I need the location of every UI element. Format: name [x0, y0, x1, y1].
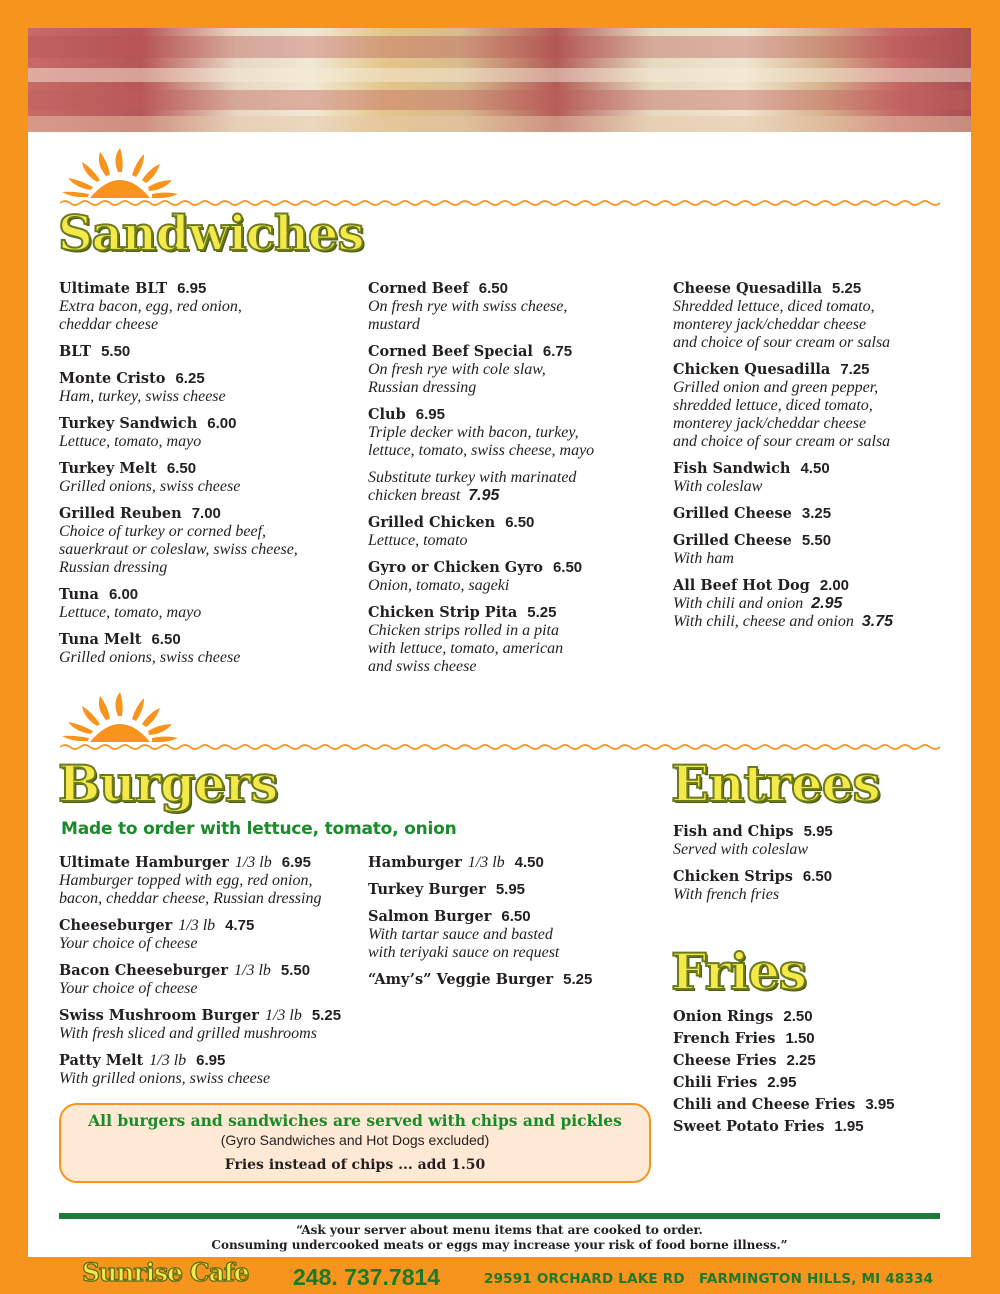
menu-item-price: 3.25	[801, 505, 832, 522]
menu-item-heading	[59, 1007, 364, 1025]
menu-item-description: With tartar sauce and basted	[368, 926, 553, 943]
menu-item-size: 1/3 lb	[234, 854, 272, 871]
disclaimer-line-2: Consuming undercooked meats or eggs may increase your risk of food borne illness.”	[211, 1238, 788, 1252]
menu-item-heading	[59, 917, 364, 935]
menu-item-name: Swiss Mushroom Burger	[59, 1007, 259, 1024]
phone-number: 248. 737.7814	[293, 1264, 441, 1290]
menu-item-heading	[59, 460, 359, 478]
footer	[0, 1258, 1000, 1294]
menu-page	[28, 28, 971, 1257]
menu-item-name: Chicken Quesadilla	[673, 361, 831, 378]
menu-item-description: Triple decker with bacon, turkey,	[368, 424, 579, 441]
menu-item-name: Salmon Burger	[368, 908, 492, 925]
menu-item-name: Ultimate Hamburger	[59, 854, 229, 871]
menu-item-description: sauerkraut or coleslaw, swiss cheese,	[59, 541, 298, 558]
menu-item-name: Tuna Melt	[59, 631, 142, 648]
menu-item	[59, 280, 359, 334]
burgers-title: Burgers	[58, 754, 278, 813]
menu-item-heading	[673, 280, 963, 298]
menu-item	[368, 280, 668, 334]
menu-item-size: 1/3 lb	[264, 1007, 302, 1024]
fries-item-name: Onion Rings	[673, 1008, 774, 1025]
menu-item-description: Your choice of cheese	[59, 935, 198, 952]
menu-item-description: Hamburger topped with egg, red onion,	[59, 872, 313, 889]
menu-item-name: Chicken Strip Pita	[368, 604, 518, 621]
menu-item-name: Corned Beef	[368, 280, 469, 297]
menu-item-name: Club	[368, 406, 406, 423]
menu-item-heading	[368, 604, 668, 622]
sides-note-box	[59, 1103, 651, 1183]
menu-item-heading	[59, 586, 359, 604]
menu-item-description: On fresh rye with cole slaw,	[368, 361, 546, 378]
sandwiches-column-1	[59, 280, 359, 676]
menu-item	[368, 881, 648, 899]
menu-item-name: BLT	[59, 343, 92, 360]
menu-item	[673, 460, 963, 496]
entrees-list	[673, 823, 953, 913]
menu-item-name: Gyro or Chicken Gyro	[368, 559, 543, 576]
fries-item-price: 2.50	[783, 1008, 813, 1025]
note-line-1: All burgers and sandwiches are served with chips and pickles	[88, 1111, 622, 1130]
menu-item	[59, 962, 364, 998]
fries-item	[673, 1008, 953, 1026]
menu-item-heading	[368, 280, 668, 298]
fries-item-price: 1.95	[834, 1118, 864, 1135]
menu-item-name: Cheeseburger	[59, 917, 173, 934]
hotdog-option-text: With chili and onion	[673, 595, 804, 612]
menu-item	[59, 370, 359, 406]
menu-item-description: Russian dressing	[368, 379, 477, 396]
menu-item	[59, 854, 364, 908]
menu-item-price: 5.50	[101, 343, 131, 360]
street-address: 29591 ORCHARD LAKE RD	[484, 1271, 685, 1287]
note-line-2: (Gyro Sandwiches and Hot Dogs excluded)	[220, 1132, 490, 1148]
menu-item	[59, 343, 359, 361]
burgers-column-1	[59, 854, 364, 1097]
menu-item-heading	[673, 868, 953, 886]
menu-item-description: Chicken strips rolled in a pita	[368, 622, 559, 639]
fries-item	[673, 1030, 953, 1048]
menu-item-price: 4.50	[800, 460, 830, 477]
club-substitution	[368, 469, 668, 505]
menu-item-name: Patty Melt	[59, 1052, 144, 1069]
menu-item-name: “Amy’s” Veggie Burger	[368, 971, 554, 988]
fries-item-price: 2.95	[767, 1074, 797, 1091]
menu-item-heading	[368, 854, 648, 872]
menu-item-price: 5.25	[527, 604, 557, 621]
menu-item-name: Chicken Strips	[673, 868, 793, 885]
sun-icon	[60, 148, 180, 204]
fries-item-price: 2.25	[786, 1052, 816, 1069]
menu-item-description: With coleslaw	[673, 478, 763, 495]
menu-item-heading	[59, 280, 359, 298]
menu-item	[673, 868, 953, 904]
menu-item-price: 6.95	[415, 406, 445, 423]
menu-item-description: Shredded lettuce, diced tomato,	[673, 298, 875, 315]
menu-item	[59, 460, 359, 496]
menu-item-description: and choice of sour cream or salsa	[673, 334, 891, 351]
substitution-line-1: Substitute turkey with marinated	[368, 469, 577, 486]
menu-item-description: Lettuce, tomato	[368, 532, 468, 549]
menu-item-price: 6.25	[175, 370, 205, 387]
menu-item-price: 5.50	[801, 532, 832, 549]
note-line-3: Fries instead of chips ... add 1.50	[224, 1157, 486, 1173]
menu-item-description: Your choice of cheese	[59, 980, 198, 997]
menu-item-description: mustard	[368, 316, 420, 333]
substitution-price: 7.95	[468, 487, 500, 504]
menu-item	[673, 823, 953, 859]
menu-item-name: Fish Sandwich	[673, 460, 791, 477]
menu-item	[368, 514, 668, 550]
fries-item	[673, 1096, 953, 1114]
menu-item	[368, 559, 668, 595]
fries-title: Fries	[671, 942, 806, 1001]
menu-item-description: With grilled onions, swiss cheese	[59, 1070, 271, 1087]
menu-item-description: with lettuce, tomato, american	[368, 640, 564, 657]
menu-item-heading	[673, 577, 963, 595]
menu-item	[59, 415, 359, 451]
menu-item-description: cheddar cheese	[59, 316, 159, 333]
menu-item-description: Extra bacon, egg, red onion,	[59, 298, 242, 315]
menu-item	[368, 908, 648, 962]
menu-item-description: With ham	[673, 550, 734, 567]
menu-item	[59, 1007, 364, 1043]
menu-item-name: Corned Beef Special	[368, 343, 533, 360]
menu-item-name: Turkey Burger	[368, 881, 486, 898]
fries-item	[673, 1074, 953, 1092]
menu-item-price: 4.75	[225, 917, 255, 934]
menu-item-heading	[59, 505, 359, 523]
menu-item-description: On fresh rye with swiss cheese,	[368, 298, 568, 315]
menu-item	[673, 532, 963, 568]
wave-divider	[60, 742, 942, 752]
burgers-tagline: Made to order with lettuce, tomato, onion	[61, 819, 457, 839]
sandwiches-title: Sandwiches	[58, 206, 364, 262]
menu-item	[59, 505, 359, 577]
fries-item	[673, 1118, 953, 1136]
menu-item-size: 1/3 lb	[178, 917, 216, 934]
menu-item-heading	[368, 908, 648, 926]
menu-item	[673, 280, 963, 352]
menu-item-heading	[673, 823, 953, 841]
menu-item-heading	[368, 559, 668, 577]
menu-item-price: 2.00	[819, 577, 850, 594]
menu-item-description: Lettuce, tomato, mayo	[59, 433, 202, 450]
menu-item	[59, 1052, 364, 1088]
sun-icon	[60, 692, 180, 748]
menu-item-heading	[673, 532, 963, 550]
menu-item-name: Fish and Chips	[673, 823, 794, 840]
menu-item-price: 5.50	[280, 962, 311, 979]
menu-item-description: lettuce, tomato, swiss cheese, mayo	[368, 442, 595, 459]
menu-item-price: 6.50	[478, 280, 508, 297]
menu-item-name: Turkey Melt	[59, 460, 157, 477]
menu-item-heading	[368, 971, 648, 989]
menu-item-name: Grilled Reuben	[59, 505, 182, 522]
menu-item-name: All Beef Hot Dog	[673, 577, 810, 594]
menu-item-description: Lettuce, tomato, mayo	[59, 604, 202, 621]
menu-item	[59, 631, 359, 667]
menu-item	[673, 361, 963, 451]
fries-item-price: 3.95	[865, 1096, 895, 1113]
menu-item-heading	[59, 962, 364, 980]
fries-item-name: Sweet Potato Fries	[673, 1118, 825, 1135]
menu-item	[368, 406, 668, 460]
menu-item-heading	[59, 415, 359, 433]
menu-item-name: Tuna	[59, 586, 99, 603]
menu-item-size: 1/3 lb	[467, 854, 505, 871]
burgers-column-2	[368, 854, 648, 998]
menu-item-name: Grilled Cheese	[673, 532, 792, 549]
hotdog-option	[673, 595, 963, 613]
hotdog-option-text: With chili, cheese and onion	[673, 613, 854, 630]
menu-item-price: 7.25	[840, 361, 870, 378]
menu-item-price: 6.95	[196, 1052, 226, 1069]
fries-list	[673, 1008, 953, 1140]
menu-item-description: Choice of turkey or corned beef,	[59, 523, 267, 540]
menu-item-description: bacon, cheddar cheese, Russian dressing	[59, 890, 322, 907]
hotdog-option-price: 2.95	[811, 595, 843, 612]
menu-item-heading	[673, 361, 963, 379]
menu-item-price: 6.95	[177, 280, 207, 297]
substitution-text: chicken breast	[368, 487, 461, 504]
menu-item-heading	[59, 1052, 364, 1070]
menu-item-description: Ham, turkey, swiss cheese	[59, 388, 226, 405]
menu-item-price: 6.50	[501, 908, 531, 925]
menu-item-name: Grilled Cheese	[673, 505, 792, 522]
city-state-zip: FARMINGTON HILLS, MI 48334	[699, 1271, 934, 1287]
menu-item-size: 1/3 lb	[234, 962, 271, 979]
menu-item	[368, 854, 648, 872]
menu-item-name: Bacon Cheeseburger	[59, 962, 228, 979]
hotdog-option-price: 3.75	[861, 613, 893, 630]
menu-item-name: Grilled Chicken	[368, 514, 496, 531]
menu-item-description: with teriyaki sauce on request	[368, 944, 560, 961]
menu-item-price: 5.95	[495, 881, 526, 898]
menu-item-price: 5.25	[563, 971, 593, 988]
menu-item-heading	[368, 881, 648, 899]
menu-item-description: and swiss cheese	[368, 658, 477, 675]
menu-item-description: monterey jack/cheddar cheese	[673, 316, 867, 333]
menu-item-description: Grilled onion and green pepper,	[673, 379, 879, 396]
menu-item-description: Russian dressing	[59, 559, 168, 576]
fries-item-price: 1.50	[785, 1030, 815, 1047]
menu-item-name: Ultimate BLT	[59, 280, 168, 297]
substitution-line-2	[368, 487, 668, 505]
menu-item-heading	[59, 854, 364, 872]
menu-item-price: 7.00	[191, 505, 221, 522]
fries-item-name: Cheese Fries	[673, 1052, 777, 1069]
menu-item-description: Grilled onions, swiss cheese	[59, 649, 241, 666]
fries-item-name: Chili Fries	[673, 1074, 758, 1091]
menu-item	[59, 917, 364, 953]
menu-item-heading	[368, 406, 668, 424]
menu-item-price: 6.50	[505, 514, 535, 531]
divider-rule	[59, 1213, 940, 1219]
menu-item-description: Onion, tomato, sageki	[368, 577, 510, 594]
sandwiches-column-3	[673, 280, 963, 631]
menu-item	[59, 586, 359, 622]
menu-item-price: 6.00	[108, 586, 139, 603]
restaurant-name: Sunrise Cafe	[82, 1258, 249, 1287]
menu-item-price: 5.95	[803, 823, 833, 840]
menu-item-name: Monte Cristo	[59, 370, 166, 387]
menu-item-description: With fresh sliced and grilled mushrooms	[59, 1025, 317, 1042]
menu-item-description: With french fries	[673, 886, 780, 903]
entrees-title: Entrees	[671, 754, 880, 813]
menu-item-price: 6.50	[166, 460, 197, 477]
menu-item-price: 6.50	[151, 631, 181, 648]
menu-item	[673, 577, 963, 631]
menu-item-price: 6.50	[552, 559, 583, 576]
menu-item-price: 6.50	[802, 868, 833, 885]
fries-item-name: Chili and Cheese Fries	[673, 1096, 856, 1113]
menu-item-description: Served with coleslaw	[673, 841, 809, 858]
menu-item-price: 6.95	[281, 854, 311, 871]
menu-item	[673, 505, 963, 523]
menu-item-description: Grilled onions, swiss cheese	[59, 478, 241, 495]
menu-item-heading	[368, 514, 668, 532]
menu-item-description: monterey jack/cheddar cheese	[673, 415, 867, 432]
menu-item	[368, 604, 668, 676]
food-safety-disclaimer	[59, 1223, 940, 1253]
menu-item	[368, 971, 648, 989]
menu-item-price: 4.50	[514, 854, 544, 871]
menu-item-price: 6.00	[207, 415, 237, 432]
hotdog-option	[673, 613, 963, 631]
menu-item-description: and choice of sour cream or salsa	[673, 433, 891, 450]
menu-item-price: 5.25	[832, 280, 862, 297]
menu-item-description: shredded lettuce, diced tomato,	[673, 397, 873, 414]
menu-item-heading	[673, 460, 963, 478]
sandwiches-column-2	[368, 280, 668, 685]
menu-item-name: Cheese Quesadilla	[673, 280, 822, 297]
menu-item-heading	[59, 343, 359, 361]
fries-item	[673, 1052, 953, 1070]
menu-item-name: Hamburger	[368, 854, 462, 871]
sandwich-photo-banner	[28, 28, 971, 132]
fries-item-name: French Fries	[673, 1030, 776, 1047]
menu-item-name: Turkey Sandwich	[59, 415, 198, 432]
menu-item	[368, 343, 668, 397]
menu-item-price: 5.25	[311, 1007, 342, 1024]
menu-item-size: 1/3 lb	[149, 1052, 187, 1069]
menu-item-heading	[59, 370, 359, 388]
menu-item-heading	[368, 343, 668, 361]
menu-item-price: 6.75	[542, 343, 573, 360]
disclaimer-line-1: “Ask your server about menu items that are cooked to order.	[296, 1223, 703, 1237]
menu-item-heading	[673, 505, 963, 523]
menu-item-heading	[59, 631, 359, 649]
